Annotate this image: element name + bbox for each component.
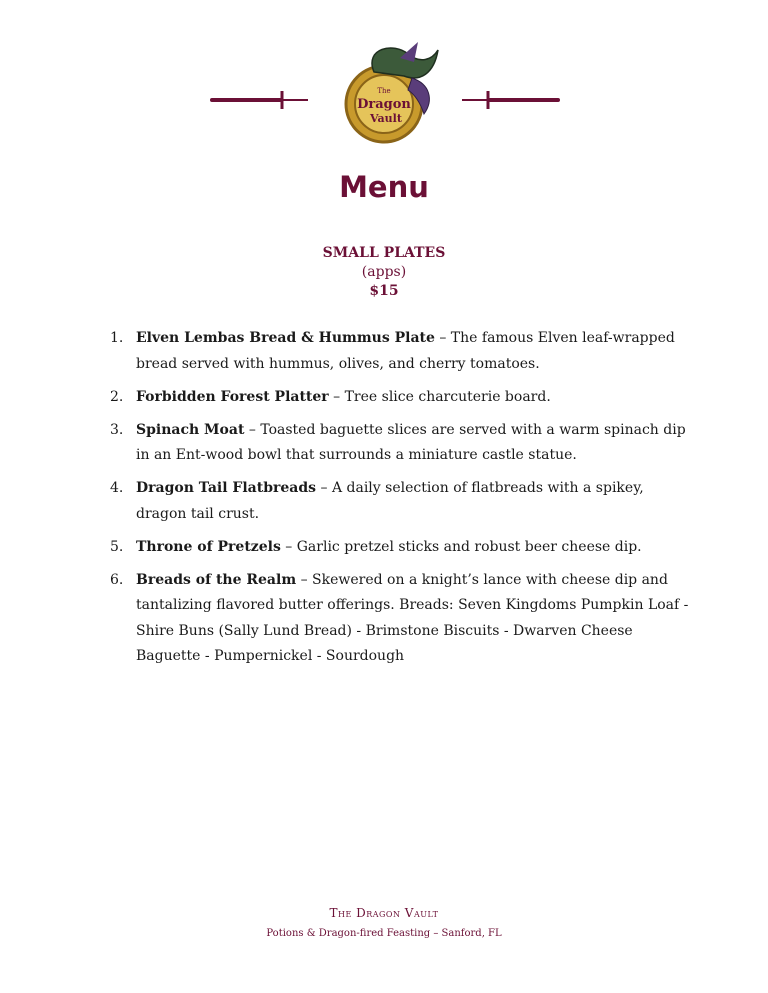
item-description: – The famous Elven leaf-wrapped bread served with hummus, olives, and cherry tomatoes. (136, 330, 675, 372)
section-subtitle: (apps) (361, 264, 407, 280)
item-description: – A daily selection of flatbreads with a spikey, dragon tail crust. (136, 480, 644, 522)
item-name: Dragon Tail Flatbreads (136, 480, 317, 496)
footer-brand: The Dragon Vault (329, 906, 439, 920)
item-name: Throne of Pretzels (136, 538, 281, 555)
menu-list (110, 326, 690, 677)
section-price: $15 (369, 283, 399, 299)
sword-icon (210, 88, 310, 112)
menu-item (110, 476, 690, 527)
menu-item (110, 535, 690, 561)
item-number: 1. (110, 330, 124, 346)
item-name: Elven Lembas Bread & Hummus Plate (136, 330, 435, 346)
item-description: – Skewered on a knight’s lance with cheese dip and tantalizing flavored butter offerings. Breads: Seven Kingdoms Pumpkin Loaf - Shire Buns (Sally Lund Bread) - Brimstone Biscuits - Dwarven Cheese Baguette - Pumpernickel - Sourdough (136, 571, 689, 664)
item-description: – Tree slice charcuterie board. (328, 388, 551, 405)
footer (0, 904, 768, 942)
item-name: Breads of the Realm (136, 571, 297, 588)
dragon-vault-logo (334, 38, 442, 144)
page-title: Menu (339, 170, 429, 204)
logo-text-top: The (377, 87, 391, 95)
item-number: 4. (110, 480, 124, 496)
item-name: Forbidden Forest Platter (136, 388, 329, 405)
item-description: – Toasted baguette slices are served with a warm spinach dip in an Ent-wood bowl that surrounds a miniature castle statue. (136, 421, 686, 463)
logo-text-bottom: Vault (370, 112, 402, 125)
item-number: 5. (110, 538, 124, 555)
logo-text-main: Dragon (357, 97, 411, 112)
item-number: 2. (110, 388, 124, 405)
item-number: 3. (110, 421, 124, 438)
sword-icon (460, 88, 560, 112)
menu-item (110, 385, 690, 411)
menu-item (110, 326, 690, 377)
item-number: 6. (110, 571, 124, 588)
menu-item (110, 568, 690, 670)
section-name: SMALL PLATES (322, 245, 446, 261)
item-name: Spinach Moat (136, 421, 245, 438)
menu-item (110, 418, 690, 469)
footer-tagline: Potions & Dragon-fired Feasting – Sanford, FL (266, 928, 502, 939)
item-description: – Garlic pretzel sticks and robust beer cheese dip. (280, 538, 642, 555)
section-header (0, 244, 768, 301)
